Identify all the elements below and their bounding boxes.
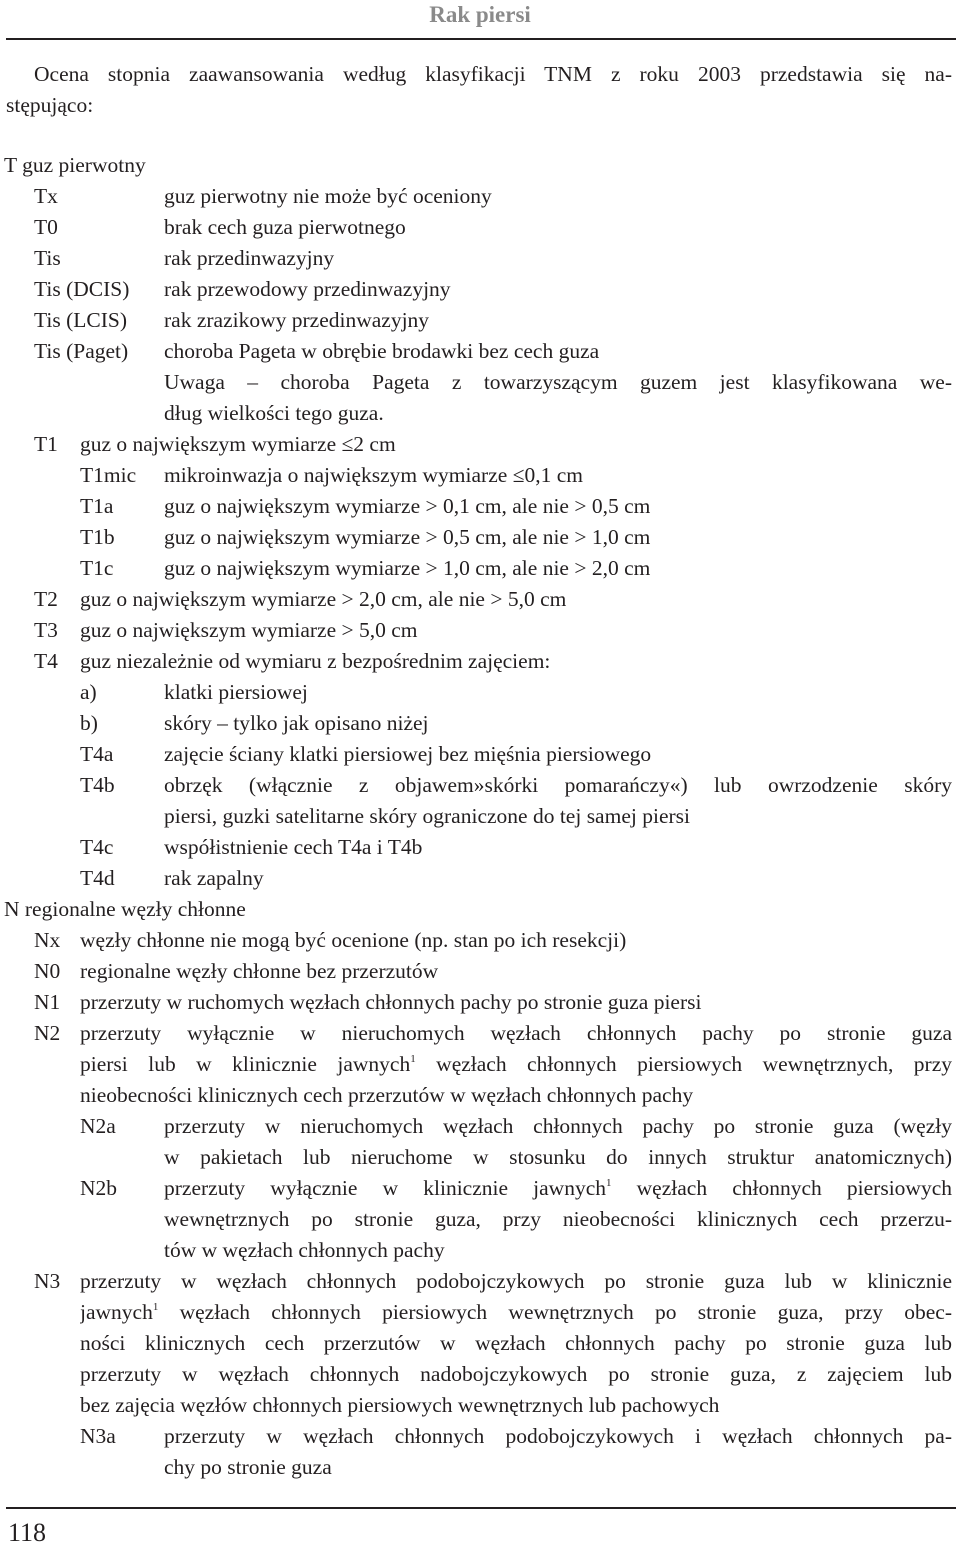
- entry-text: guz niezależnie od wymiaru z bezpośrednim zajęciem:: [80, 649, 551, 673]
- entry-text: węzły chłonne nie mogą być ocenione (np. stan po ich resekcji): [80, 928, 627, 952]
- intro-line-2: stępująco:: [6, 93, 94, 117]
- footnote-marker: 1: [606, 1177, 612, 1189]
- entry-code: T4b: [80, 773, 115, 797]
- entry-text: wewnętrznych po stronie guza, przy nieobecności klinicznych cech przerzu-: [164, 1207, 952, 1231]
- entry-text: rak przewodowy przedinwazyjny: [164, 277, 451, 301]
- entry-code: T1a: [80, 494, 114, 518]
- entry-text: przerzuty w ruchomych węzłach chłonnych pachy po stronie guza piersi: [80, 990, 702, 1014]
- entry-text: guz o największym wymiarze > 5,0 cm: [80, 618, 418, 642]
- text-run: węzłach chłonnych piersiowych: [611, 1176, 952, 1200]
- entry-code: Tis (Paget): [34, 339, 129, 363]
- intro-line-1: Ocena stopnia zaawansowania według klasyfikacji TNM z roku 2003 przedstawia się na-: [34, 62, 952, 86]
- header-rule: [6, 38, 956, 40]
- footnote-marker: 1: [410, 1053, 416, 1065]
- entry-code: T4: [34, 649, 58, 673]
- entry-code: N3a: [80, 1424, 116, 1448]
- entry-text: guz o największym wymiarze ≤2 cm: [80, 432, 396, 456]
- entry-code: Tis: [34, 246, 61, 270]
- entry-code: T1: [34, 432, 58, 456]
- entry-text: zajęcie ściany klatki piersiowej bez mięśnia piersiowego: [164, 742, 652, 766]
- entry-text: tów w węzłach chłonnych pachy: [164, 1238, 445, 1262]
- entry-code: N2: [34, 1021, 61, 1045]
- text-run: piersi lub w klinicznie jawnych: [80, 1052, 411, 1076]
- text-run: węzłach chłonnych piersiowych wewnętrznych, przy: [415, 1052, 952, 1076]
- entry-text: klatki piersiowej: [164, 680, 308, 704]
- section-heading-text: T guz pierwotny: [4, 153, 146, 177]
- entry-code: N0: [34, 959, 61, 983]
- page-number: 118: [8, 1518, 47, 1547]
- entry-text: przerzuty w węzłach chłonnych podobojczykowych i węzłach chłonnych pa-: [164, 1424, 952, 1448]
- text-run: przerzuty wyłącznie w klinicznie jawnych: [164, 1176, 607, 1200]
- footnote-marker: 1: [152, 1301, 159, 1313]
- entry-text: obrzęk (włącznie z objawem»skórki pomarańczy«) lub owrzodzenie skóry: [164, 773, 952, 797]
- entry-text: guz o największym wymiarze > 0,1 cm, ale nie > 0,5 cm: [164, 494, 651, 518]
- entry-text: guz o największym wymiarze > 2,0 cm, ale nie > 5,0 cm: [80, 587, 567, 611]
- entry-code: T4a: [80, 742, 114, 766]
- entry-code: T1b: [80, 525, 115, 549]
- entry-code: T1mic: [80, 463, 137, 487]
- entry-code: T0: [34, 215, 58, 239]
- footer-rule: [6, 1507, 956, 1509]
- entry-text: przerzuty w węzłach chłonnych podobojczykowych po stronie guza lub w klinicznie: [80, 1269, 952, 1293]
- entry-code: T1c: [80, 556, 114, 580]
- entry-text: współistnienie cech T4a i T4b: [164, 835, 423, 859]
- entry-text: regionalne węzły chłonne bez przerzutów: [80, 959, 439, 983]
- section-heading-text: N regionalne węzły chłonne: [4, 897, 246, 921]
- text-run: węzłach chłonnych piersiowych wewnętrznych po stronie guza, przy obec-: [158, 1300, 952, 1324]
- entry-code: a): [80, 680, 97, 704]
- entry-text: guz pierwotny nie może być oceniony: [164, 184, 492, 208]
- entry-code: Tx: [34, 184, 58, 208]
- page-header: [0, 0, 960, 38]
- entry-code: N3: [34, 1269, 61, 1293]
- entry-code: Nx: [34, 928, 61, 952]
- entry-code: T4d: [80, 866, 115, 890]
- entry-text: bez zajęcia węzłów chłonnych piersiowych wewnętrznych lub pachowych: [80, 1393, 720, 1417]
- entry-text: choroba Pageta w obrębie brodawki bez cech guza: [164, 339, 600, 363]
- entry-text: [80, 1297, 952, 1328]
- entry-code: b): [80, 711, 98, 735]
- entry-text: guz o największym wymiarze > 1,0 cm, ale nie > 2,0 cm: [164, 556, 651, 580]
- entry-code: T2: [34, 587, 58, 611]
- entry-text: przerzuty wyłącznie w nieruchomych węzłach chłonnych pachy po stronie guza: [80, 1021, 952, 1045]
- entry-text: brak cech guza pierwotnego: [164, 215, 406, 239]
- note-line-1: Uwaga – choroba Pageta z towarzyszącym guzem jest klasyfikowana we-: [164, 370, 952, 394]
- entry-text: guz o największym wymiarze > 0,5 cm, ale nie > 1,0 cm: [164, 525, 651, 549]
- entry-text: przerzuty w węzłach chłonnych nadobojczykowych po stronie guza, z zajęciem lub: [80, 1362, 952, 1386]
- entry-text: chy po stronie guza: [164, 1455, 332, 1479]
- entry-text: skóry – tylko jak opisano niżej: [164, 711, 429, 735]
- entry-code: Tis (DCIS): [34, 277, 130, 301]
- entry-code: N2b: [80, 1176, 118, 1200]
- entry-code: N2a: [80, 1114, 116, 1138]
- entry-text: [164, 1173, 952, 1204]
- entry-text: rak przedinwazyjny: [164, 246, 335, 270]
- entry-text: nieobecności klinicznych cech przerzutów w węzłach chłonnych pachy: [80, 1083, 694, 1107]
- entry-text: [80, 1049, 952, 1080]
- entry-code: T4c: [80, 835, 114, 859]
- entry-text: mikroinwazja o największym wymiarze ≤0,1 cm: [164, 463, 583, 487]
- note-line-2: dług wielkości tego guza.: [164, 401, 384, 425]
- entry-code: T3: [34, 618, 58, 642]
- entry-text: przerzuty w nieruchomych węzłach chłonnych pachy po stronie guza (węzły: [164, 1114, 952, 1138]
- text-run: jawnych: [80, 1300, 153, 1324]
- entry-text: w pakietach lub nieruchome w stosunku do innych struktur anatomicznych): [164, 1145, 952, 1169]
- entry-text: ności klinicznych cech przerzutów w węzłach chłonnych pachy po stronie guza lub: [80, 1331, 952, 1355]
- entry-text: rak zapalny: [164, 866, 264, 890]
- running-title: Rak piersi: [429, 2, 531, 27]
- entry-code: Tis (LCIS): [34, 308, 128, 332]
- entry-text: rak zrazikowy przedinwazyjny: [164, 308, 430, 332]
- entry-code: N1: [34, 990, 61, 1014]
- entry-text: piersi, guzki satelitarne skóry ograniczone do tej samej piersi: [164, 804, 690, 828]
